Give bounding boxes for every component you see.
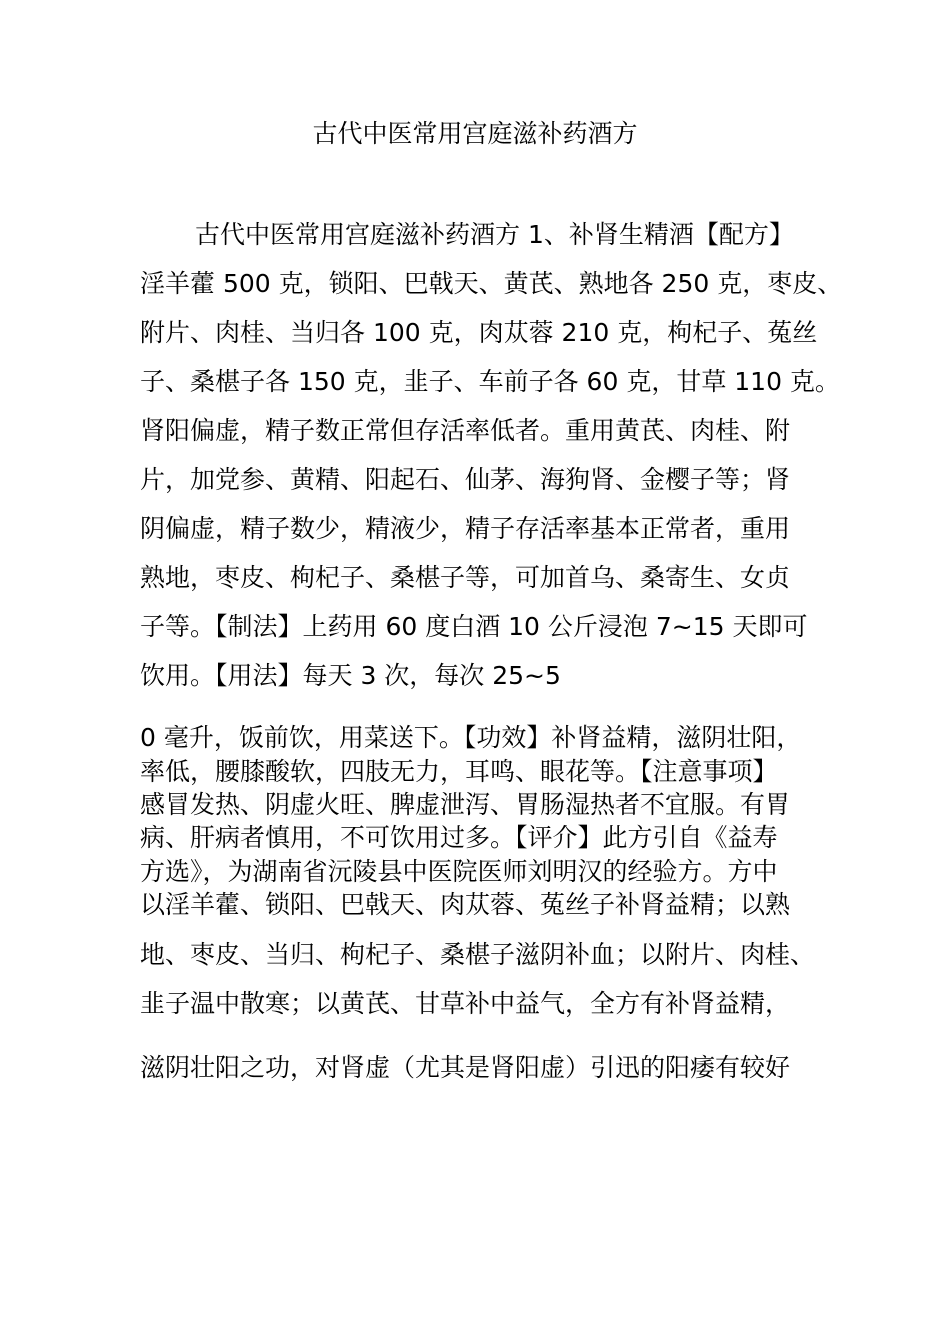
paragraph-line-7: 阴偏虚，精子数少，精液少，精子存活率基本正常者，重用 bbox=[140, 514, 791, 543]
paragraph-line-6: 片，加党参、黄精、阳起石、仙茅、海狗肾、金樱子等；肾 bbox=[140, 465, 791, 494]
paragraph-line-14: 病、肝病者慎用，不可饮用过多。【评介】此方引自《益寿 bbox=[140, 823, 778, 852]
paragraph-line-17: 地、枣皮、当归、枸杞子、桑椹子滋阴补血；以附片、肉桂、 bbox=[140, 940, 816, 969]
document-title: 古代中医常用宫庭滋补药酒方 bbox=[312, 119, 638, 148]
paragraph-line-1: 古代中医常用宫庭滋补药酒方 1、补肾生精酒【配方】 bbox=[195, 220, 794, 249]
paragraph-line-11: 0 毫升，饭前饮，用菜送下。【功效】补肾益精，滋阴壮阳， bbox=[140, 723, 802, 752]
paragraph-line-15: 方选》，为湖南省沅陵县中医院医师刘明汉的经验方。方中 bbox=[140, 857, 778, 886]
paragraph-line-2: 淫羊藿 500 克，锁阳、巴戟天、黄芪、熟地各 250 克，枣皮、 bbox=[140, 269, 843, 298]
paragraph-line-9: 子等。【制法】上药用 60 度白酒 10 公斤浸泡 7~15 天即可 bbox=[140, 612, 808, 641]
paragraph-line-5: 肾阳偏虚，精子数正常但存活率低者。重用黄芪、肉桂、附 bbox=[140, 416, 791, 445]
paragraph-line-12: 率低，腰膝酸软，四肢无力，耳鸣、眼花等。【注意事项】 bbox=[140, 757, 778, 786]
paragraph-line-19: 滋阴壮阳之功，对肾虚（尤其是肾阳虚）引迅的阳痿有较好 bbox=[140, 1053, 791, 1082]
paragraph-line-4: 子、桑椹子各 150 克，韭子、车前子各 60 克，甘草 110 克。 bbox=[140, 367, 840, 396]
paragraph-line-10: 饮用。【用法】每天 3 次，每次 25~5 bbox=[140, 661, 561, 690]
paragraph-line-16: 以淫羊藿、锁阳、巴戟天、肉苁蓉、菟丝子补肾益精；以熟 bbox=[140, 890, 791, 919]
paragraph-line-3: 附片、肉桂、当归各 100 克，肉苁蓉 210 克，枸杞子、菟丝 bbox=[140, 318, 818, 347]
paragraph-line-13: 感冒发热、阴虚火旺、脾虚泄泻、胃肠湿热者不宜服。有胃 bbox=[140, 790, 791, 819]
paragraph-line-8: 熟地，枣皮、枸杞子、桑椹子等，可加首乌、桑寄生、女贞 bbox=[140, 563, 791, 592]
paragraph-line-18: 韭子温中散寒；以黄芪、甘草补中益气，全方有补肾益精， bbox=[140, 989, 791, 1018]
